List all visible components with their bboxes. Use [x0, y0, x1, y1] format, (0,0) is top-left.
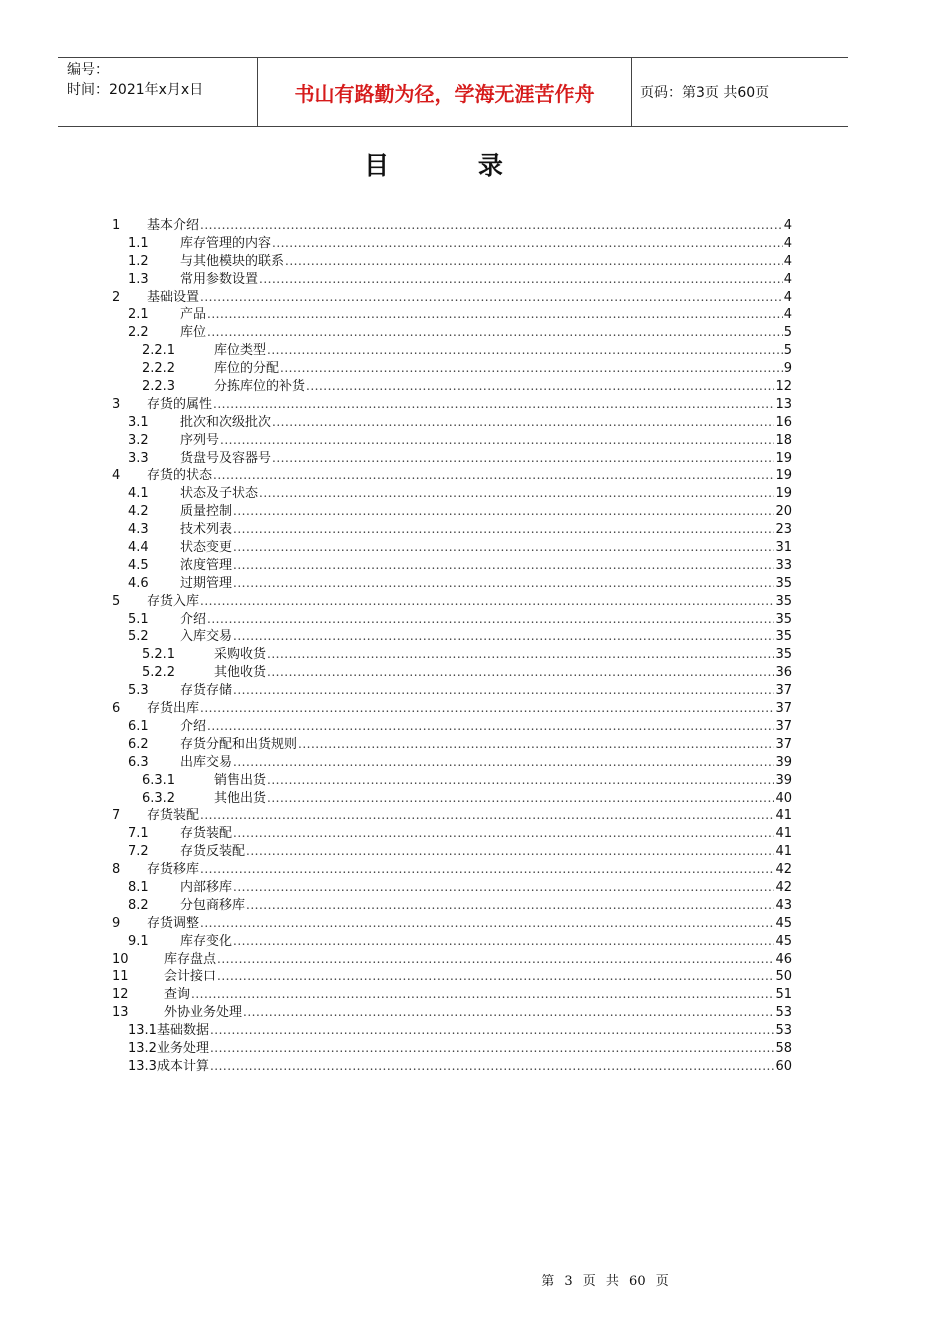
toc-entry-label: 库存管理的内容 — [180, 235, 272, 251]
toc-entry[interactable] — [112, 983, 792, 1001]
toc-leader-dots — [233, 540, 774, 554]
toc-entry-number: 5.2.2 — [142, 665, 176, 681]
toc-entry-label: 存货出库 — [147, 701, 200, 717]
toc-entry-label: 库存盘点 — [164, 951, 217, 967]
toc-entry-label: 基础数据 — [156, 1023, 209, 1039]
toc-entry-label: 状态及子状态 — [180, 486, 259, 502]
toc-entry-number: 8 — [112, 862, 121, 878]
toc-entry-page: 42 — [775, 879, 792, 895]
toc-entry-label: 存货的属性 — [147, 396, 213, 412]
toc-entry-number: 4.6 — [128, 575, 149, 591]
toc-entry-label: 产品 — [180, 307, 207, 323]
toc-entry-label: 技术列表 — [180, 522, 233, 538]
toc-entry[interactable] — [112, 268, 792, 286]
toc-leader-dots — [200, 862, 774, 876]
toc-entry-label: 存货装配 — [147, 808, 200, 824]
toc-entry-number: 2 — [112, 289, 121, 305]
toc-entry-page: 46 — [775, 951, 792, 967]
toc-entry[interactable] — [112, 608, 792, 626]
toc-leader-dots — [267, 647, 774, 661]
toc-entry-page: 53 — [775, 1023, 792, 1039]
toc-leader-dots — [233, 880, 774, 894]
toc-entry-number: 9 — [112, 915, 121, 931]
toc-entry-page: 5 — [783, 325, 792, 341]
page-footer: 第 3 页 共 60 页 — [541, 1274, 669, 1289]
toc-entry-label: 其他出货 — [214, 790, 267, 806]
toc-entry[interactable] — [112, 339, 792, 357]
toc-entry-label: 业务处理 — [156, 1040, 209, 1056]
toc-entry-page: 4 — [783, 218, 792, 233]
toc-entry-number: 5.2 — [128, 629, 149, 645]
toc-entry-page: 35 — [775, 647, 792, 663]
toc-entry-label: 浓度管理 — [180, 557, 233, 573]
toc-entry-page: 12 — [775, 379, 792, 395]
toc-entry-label: 内部移库 — [180, 879, 233, 895]
toc-leader-dots — [285, 254, 783, 268]
toc-leader-dots — [246, 844, 774, 858]
toc-entry-label: 出库交易 — [180, 754, 233, 770]
toc-entry-page: 41 — [775, 808, 792, 824]
toc-leader-dots — [200, 218, 783, 232]
toc-entry-label: 库位 — [180, 325, 207, 341]
toc-entry-number: 2.2 — [128, 325, 149, 341]
toc-entry[interactable] — [112, 804, 792, 822]
toc-entry-number: 13 — [112, 1005, 129, 1021]
toc-entry-label: 与其他模块的联系 — [180, 253, 285, 269]
toc-entry-label: 货盘号及容器号 — [180, 450, 272, 466]
toc-entry-number: 2.1 — [128, 307, 149, 323]
toc-entry-number: 6.2 — [128, 736, 149, 752]
toc-leader-dots — [210, 1023, 774, 1037]
toc-leader-dots — [233, 683, 774, 697]
toc-leader-dots — [200, 808, 774, 822]
toc-entry[interactable] — [112, 751, 792, 769]
toc-entry-page: 36 — [775, 665, 792, 681]
toc-entry-number: 6.1 — [128, 718, 149, 734]
toc-leader-dots — [233, 826, 774, 840]
toc-entry-number: 10 — [112, 951, 129, 967]
toc-entry-label: 库位的分配 — [214, 361, 280, 377]
toc-entry-number: 1.2 — [128, 253, 149, 269]
toc-entry-page: 37 — [775, 683, 792, 699]
toc-entry-label: 存货调整 — [147, 915, 200, 931]
toc-entry-label: 会计接口 — [164, 969, 217, 985]
toc-entry[interactable] — [112, 965, 792, 983]
toc-leader-dots — [217, 952, 774, 966]
toc-entry[interactable] — [112, 894, 792, 912]
toc-leader-dots — [280, 361, 783, 375]
toc-entry-label: 存货移库 — [147, 862, 200, 878]
toc-entry-label: 查询 — [164, 987, 191, 1003]
toc-entry-label: 库位类型 — [214, 343, 267, 359]
toc-entry-page: 39 — [775, 772, 792, 788]
toc-entry-number: 13.1 — [128, 1023, 157, 1039]
toc-entry-page: 39 — [775, 754, 792, 770]
toc-entry-label: 采购收货 — [214, 647, 267, 663]
toc-entry-number: 3.3 — [128, 450, 149, 466]
toc-entry[interactable] — [112, 1019, 792, 1037]
toc-entry-page: 43 — [775, 897, 792, 913]
toc-entry-label: 状态变更 — [180, 540, 233, 556]
header-page-info: 页码：第3页 共60页 — [640, 85, 770, 101]
toc-entry-page: 35 — [775, 593, 792, 609]
toc-entry-page: 20 — [775, 504, 792, 520]
toc-entry-number: 8.2 — [128, 897, 149, 913]
toc-entry-page: 40 — [775, 790, 792, 806]
toc-leader-dots — [246, 898, 774, 912]
toc-entry-number: 6.3 — [128, 754, 149, 770]
toc-leader-dots — [272, 236, 783, 250]
toc-leader-dots — [259, 272, 783, 286]
toc-entry-page: 51 — [775, 987, 792, 1003]
toc-entry[interactable] — [112, 679, 792, 697]
toc-leader-dots — [298, 737, 774, 751]
toc-entry[interactable] — [112, 554, 792, 572]
toc-leader-dots — [267, 791, 774, 805]
toc-leader-dots — [259, 486, 774, 500]
toc-leader-dots — [200, 916, 774, 930]
toc-entry[interactable] — [112, 464, 792, 482]
toc-entry-page: 45 — [775, 933, 792, 949]
toc-entry-number: 5.3 — [128, 683, 149, 699]
toc-entry[interactable] — [112, 858, 792, 876]
toc-entry[interactable] — [112, 393, 792, 411]
toc-leader-dots — [207, 612, 774, 626]
toc-leader-dots — [233, 576, 774, 590]
toc-entry[interactable] — [112, 214, 792, 232]
toc-entry-page: 4 — [783, 307, 792, 323]
toc-entry[interactable] — [112, 411, 792, 429]
toc-entry[interactable] — [112, 787, 792, 805]
toc-leader-dots — [213, 397, 774, 411]
header-motto: 书山有路勤为径，学海无涯苦作舟 — [258, 58, 632, 126]
toc-entry[interactable] — [112, 822, 792, 840]
toc-entry[interactable] — [112, 930, 792, 948]
toc-entry-number: 5.1 — [128, 611, 149, 627]
toc-entry-label: 质量控制 — [180, 504, 233, 520]
toc-leader-dots — [210, 1059, 774, 1073]
toc-entry-label: 介绍 — [180, 611, 207, 627]
toc-entry-number: 4.2 — [128, 504, 149, 520]
toc-leader-dots — [272, 415, 774, 429]
toc-entry-page: 45 — [775, 915, 792, 931]
toc-entry-number: 1.1 — [128, 235, 149, 251]
toc-entry-label: 入库交易 — [180, 629, 233, 645]
toc-entry-number: 2.2.1 — [142, 343, 176, 359]
toc-entry-number: 6 — [112, 701, 121, 717]
toc-leader-dots — [233, 522, 774, 536]
toc-entry-number: 7.1 — [128, 826, 149, 842]
toc-leader-dots — [243, 1005, 774, 1019]
toc-leader-dots — [267, 773, 774, 787]
toc-entry-number: 2.2.3 — [142, 379, 176, 395]
toc-entry[interactable] — [112, 321, 792, 339]
toc-entry-number: 4.4 — [128, 540, 149, 556]
toc-entry-label: 基础设置 — [147, 289, 200, 305]
toc-entry-number: 5 — [112, 593, 121, 609]
toc-entry-number: 7.2 — [128, 844, 149, 860]
toc-entry-page: 5 — [783, 343, 792, 359]
toc-entry-label: 存货反装配 — [180, 844, 246, 860]
toc-entry-number: 4.3 — [128, 522, 149, 538]
toc-entry-label: 存货入库 — [147, 593, 200, 609]
time-label: 时间：2021年x月x日 — [67, 82, 204, 98]
toc-entry[interactable] — [112, 697, 792, 715]
toc-entry-page: 37 — [775, 701, 792, 717]
toc-entry-label: 分包商移库 — [180, 897, 246, 913]
toc-entry[interactable] — [112, 286, 792, 304]
toc-leader-dots — [210, 1041, 774, 1055]
toc-entry-page: 60 — [775, 1058, 792, 1074]
toc-entry-page: 42 — [775, 862, 792, 878]
toc-leader-dots — [267, 665, 774, 679]
toc-entry[interactable] — [112, 876, 792, 894]
toc-entry-page: 13 — [775, 396, 792, 412]
toc-entry[interactable] — [112, 482, 792, 500]
toc-entry-label: 存货存储 — [180, 683, 233, 699]
toc-entry-page: 37 — [775, 736, 792, 752]
toc-leader-dots — [207, 307, 783, 321]
toc-entry-number: 8.1 — [128, 879, 149, 895]
toc-leader-dots — [233, 629, 774, 643]
toc-leader-dots — [200, 701, 774, 715]
toc-entry-number: 4.1 — [128, 486, 149, 502]
toc-entry-label: 介绍 — [180, 718, 207, 734]
toc-leader-dots — [207, 719, 774, 733]
toc-entry[interactable] — [112, 357, 792, 375]
toc-leader-dots — [233, 558, 774, 572]
header-meta — [58, 58, 258, 126]
toc-entry[interactable] — [112, 536, 792, 554]
toc-entry-page: 31 — [775, 540, 792, 556]
toc-entry-label: 常用参数设置 — [180, 271, 259, 287]
toc-entry-label: 库存变化 — [180, 933, 233, 949]
toc-entry[interactable] — [112, 715, 792, 733]
toc-entry[interactable] — [112, 232, 792, 250]
table-of-contents — [112, 214, 792, 1073]
toc-entry-number: 2.2.2 — [142, 361, 176, 377]
toc-entry-page: 50 — [775, 969, 792, 985]
toc-leader-dots — [207, 325, 783, 339]
toc-entry[interactable] — [112, 643, 792, 661]
toc-entry-page: 35 — [775, 611, 792, 627]
toc-entry[interactable] — [112, 572, 792, 590]
toc-entry[interactable] — [112, 840, 792, 858]
toc-leader-dots — [220, 433, 774, 447]
toc-entry-page: 41 — [775, 844, 792, 860]
toc-leader-dots — [213, 468, 774, 482]
toc-entry-page: 16 — [775, 414, 792, 430]
toc-entry[interactable] — [112, 518, 792, 536]
toc-entry[interactable] — [112, 1037, 792, 1055]
toc-entry-page: 41 — [775, 826, 792, 842]
toc-entry-label: 基本介绍 — [147, 218, 200, 233]
toc-entry-label: 成本计算 — [156, 1058, 209, 1074]
toc-leader-dots — [306, 379, 774, 393]
toc-entry[interactable] — [112, 948, 792, 966]
toc-entry-page: 19 — [775, 468, 792, 484]
toc-entry[interactable] — [112, 447, 792, 465]
toc-entry-page: 4 — [783, 253, 792, 269]
toc-entry-label: 分拣库位的补货 — [214, 379, 306, 395]
toc-entry[interactable] — [112, 733, 792, 751]
toc-entry-page: 23 — [775, 522, 792, 538]
toc-entry[interactable] — [112, 1001, 792, 1019]
toc-entry-label: 销售出货 — [214, 772, 267, 788]
toc-leader-dots — [233, 504, 774, 518]
toc-entry-page: 33 — [775, 557, 792, 573]
toc-entry-page: 35 — [775, 575, 792, 591]
toc-entry-label: 外协业务处理 — [164, 1005, 243, 1021]
toc-entry-page: 53 — [775, 1005, 792, 1021]
toc-entry[interactable] — [112, 303, 792, 321]
toc-entry[interactable] — [112, 912, 792, 930]
toc-entry-number: 3.2 — [128, 432, 149, 448]
toc-leader-dots — [200, 594, 774, 608]
toc-leader-dots — [233, 934, 774, 948]
toc-entry-page: 19 — [775, 450, 792, 466]
toc-entry-number: 11 — [112, 969, 129, 985]
toc-entry-label: 序列号 — [180, 432, 220, 448]
toc-entry-number: 3 — [112, 396, 121, 412]
toc-leader-dots — [217, 969, 774, 983]
toc-entry-page: 4 — [783, 289, 792, 305]
toc-entry[interactable] — [112, 661, 792, 679]
toc-entry[interactable] — [112, 375, 792, 393]
toc-entry-number: 4 — [112, 468, 121, 484]
serial-number-label: 编号： — [67, 62, 109, 78]
toc-entry-number: 13.3 — [128, 1058, 157, 1074]
toc-entry-number: 5.2.1 — [142, 647, 176, 663]
toc-entry-label: 存货装配 — [180, 826, 233, 842]
toc-entry-page: 58 — [775, 1040, 792, 1056]
toc-leader-dots — [272, 451, 774, 465]
toc-entry[interactable] — [112, 500, 792, 518]
toc-entry-label: 过期管理 — [180, 575, 233, 591]
toc-leader-dots — [267, 343, 783, 357]
toc-entry-number: 12 — [112, 987, 129, 1003]
toc-entry-page: 4 — [783, 235, 792, 251]
toc-entry[interactable] — [112, 429, 792, 447]
toc-entry-page: 18 — [775, 432, 792, 448]
toc-entry-page: 37 — [775, 718, 792, 734]
toc-entry-number: 13.2 — [128, 1040, 157, 1056]
toc-entry-page: 9 — [783, 361, 792, 377]
page-title: 目 录 — [364, 151, 543, 180]
toc-entry[interactable] — [112, 1055, 792, 1073]
toc-entry[interactable] — [112, 250, 792, 268]
toc-entry-number: 1 — [112, 218, 121, 233]
toc-entry-label: 存货分配和出货规则 — [180, 736, 298, 752]
toc-entry-page: 4 — [783, 271, 792, 287]
toc-entry-number: 4.5 — [128, 557, 149, 573]
toc-entry-number: 7 — [112, 808, 121, 824]
toc-entry-label: 存货的状态 — [147, 468, 213, 484]
toc-entry[interactable] — [112, 769, 792, 787]
toc-entry-number: 3.1 — [128, 414, 149, 430]
toc-entry-page: 19 — [775, 486, 792, 502]
page-header — [58, 57, 848, 127]
toc-entry-label: 批次和次级批次 — [180, 414, 272, 430]
toc-leader-dots — [191, 987, 774, 1001]
toc-entry-number: 1.3 — [128, 271, 149, 287]
toc-entry-label: 其他收货 — [214, 665, 267, 681]
toc-entry[interactable] — [112, 625, 792, 643]
toc-leader-dots — [200, 290, 783, 304]
toc-entry[interactable] — [112, 590, 792, 608]
toc-entry-number: 6.3.2 — [142, 790, 176, 806]
toc-entry-page: 35 — [775, 629, 792, 645]
toc-entry-number: 9.1 — [128, 933, 149, 949]
toc-leader-dots — [233, 755, 774, 769]
toc-entry-number: 6.3.1 — [142, 772, 176, 788]
